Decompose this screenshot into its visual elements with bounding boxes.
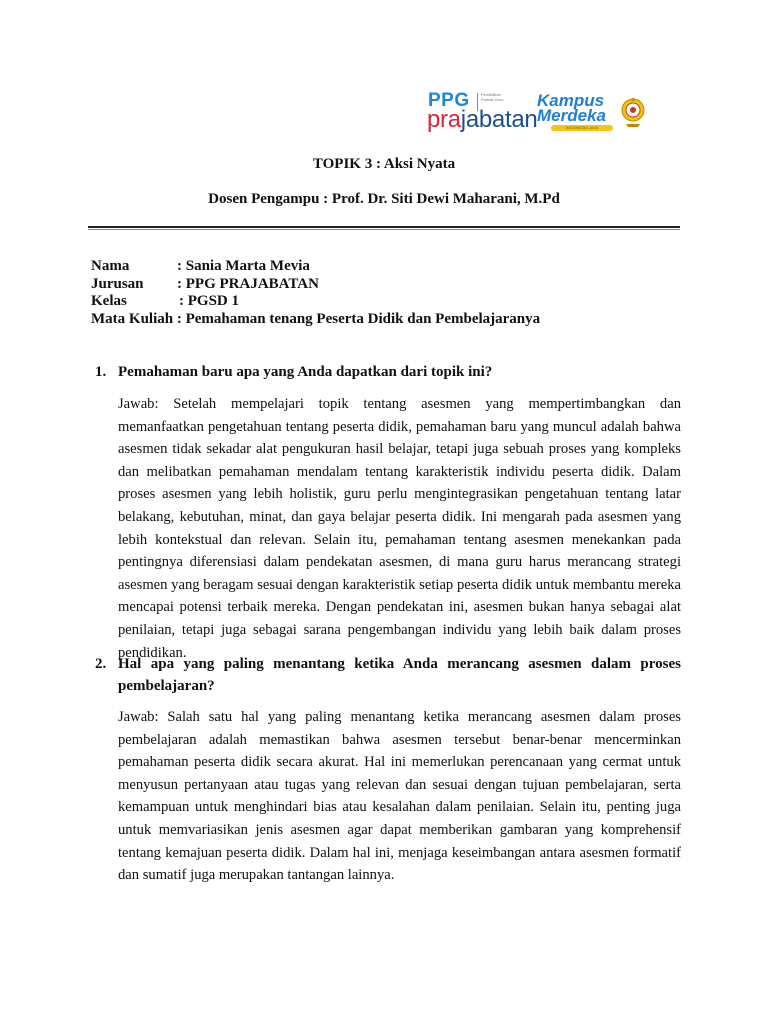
- merdeka-logo-text: Merdeka: [537, 106, 606, 125]
- ppg-logo-text: PPG: [428, 90, 470, 111]
- info-row-nama: [91, 258, 540, 276]
- kampus-logo-text: Kampus: [537, 91, 605, 110]
- header-divider: [88, 226, 680, 228]
- student-info: [91, 258, 540, 328]
- header-divider-thin: [88, 229, 680, 230]
- info-value: : PPG PRAJABATAN: [177, 275, 319, 292]
- answer-1: Jawab: Setelah mempelajari topik tentang asesmen yang mempertimbangkan dan memanfaatkan pengetahuan tentang peserta didik, pemahaman baru yang muncul adalah bahwa asesmen tidak sekadar alat pengukuran hasil belajar, tetapi juga sebuah proses yang kompleks dan melibatkan pemahaman mendalam tentang karakteristik individu peserta didik. Dalam proses asesmen yang lebih holistik, guru perlu mengintegrasikan pengetahuan tentang latar belakang, kebutuhan, minat, dan gaya belajar peserta didik. Ini mengarah pada asesmen yang lebih kontekstual dan relevan. Selain itu, pemahaman tentang asesmen menekankan pada pentingnya diferensiasi dalam pendekatan asesmen, di mana guru harus merancang strategi asesmen yang beragam sesuai dengan karakteristik setiap peserta didik untuk membantu mereka mencapai potensi terbaik mereka. Dengan pendekatan ini, asesmen bukan hanya sebagai alat penilaian, tetapi juga sebagai sarana pengembangan individu yang lebih baik dalam proses pendidikan.: [118, 396, 681, 661]
- info-value: : Sania Marta Mevia: [177, 258, 310, 274]
- prajabatan-rest: jabatan: [460, 106, 538, 133]
- prajabatan-pra: pra: [427, 106, 461, 133]
- info-label: Nama: [91, 258, 130, 274]
- question-number: 2.: [95, 656, 107, 672]
- question-2: [95, 653, 681, 697]
- question-text: Hal apa yang paling menantang ketika Anda merancang asesmen dalam proses pembelajaran?: [118, 656, 681, 694]
- info-row-kelas: [91, 293, 540, 311]
- info-row-mata-kuliah: [91, 311, 540, 329]
- info-value: : PGSD 1: [179, 293, 239, 309]
- ppg-prajabatan-logo: [425, 88, 538, 138]
- question-1: [95, 361, 681, 383]
- info-value: : Pemahaman tenang Peserta Didik dan Pembelajaranya: [176, 310, 541, 327]
- header-logos: [425, 88, 647, 140]
- ppg-logo-tagline: Pendidikan Profesi Guru: [481, 92, 504, 102]
- lecturer-line: Dosen Pengampu : Prof. Dr. Siti Dewi Maharani, M.Pd: [208, 191, 560, 207]
- question-text: Pemahaman baru apa yang Anda dapatkan dari topik ini?: [118, 364, 493, 380]
- indonesia-jaya-strip: INDONESIA JAYA: [551, 125, 613, 131]
- info-row-jurusan: [91, 276, 540, 294]
- question-number: 1.: [95, 364, 107, 380]
- kampus-merdeka-logo: [537, 92, 617, 136]
- answer-2: Jawab: Salah satu hal yang paling menantang ketika merancang asesmen dalam proses pembelajaran adalah memastikan bahwa asesmen tersebut benar-benar mencerminkan pemahaman peserta didik secara akurat. Hal ini memerlukan perencanaan yang cermat untuk menyusun pertanyaan atau tugas yang relevan dan sesuai dengan tujuan pembelajaran, serta kemampuan untuk menghindari bias atau kesalahan dalam penilaian. Selain itu, penting juga untuk memvariasikan jenis asesmen agar dapat memberikan gambaran yang komprehensif tentang kemajuan peserta didik. Dalam hal ini, menjaga keseimbangan antara asesmen formatif dan sumatif juga merupakan tantangan lainnya.: [118, 709, 681, 884]
- info-label: Kelas: [91, 293, 127, 309]
- info-label: Jurusan: [91, 275, 144, 292]
- prajabatan-logo-text: [427, 106, 537, 134]
- document-title: TOPIK 3 : Aksi Nyata: [312, 156, 456, 172]
- info-label: Mata Kuliah: [91, 310, 174, 327]
- university-emblem-icon: [620, 94, 646, 128]
